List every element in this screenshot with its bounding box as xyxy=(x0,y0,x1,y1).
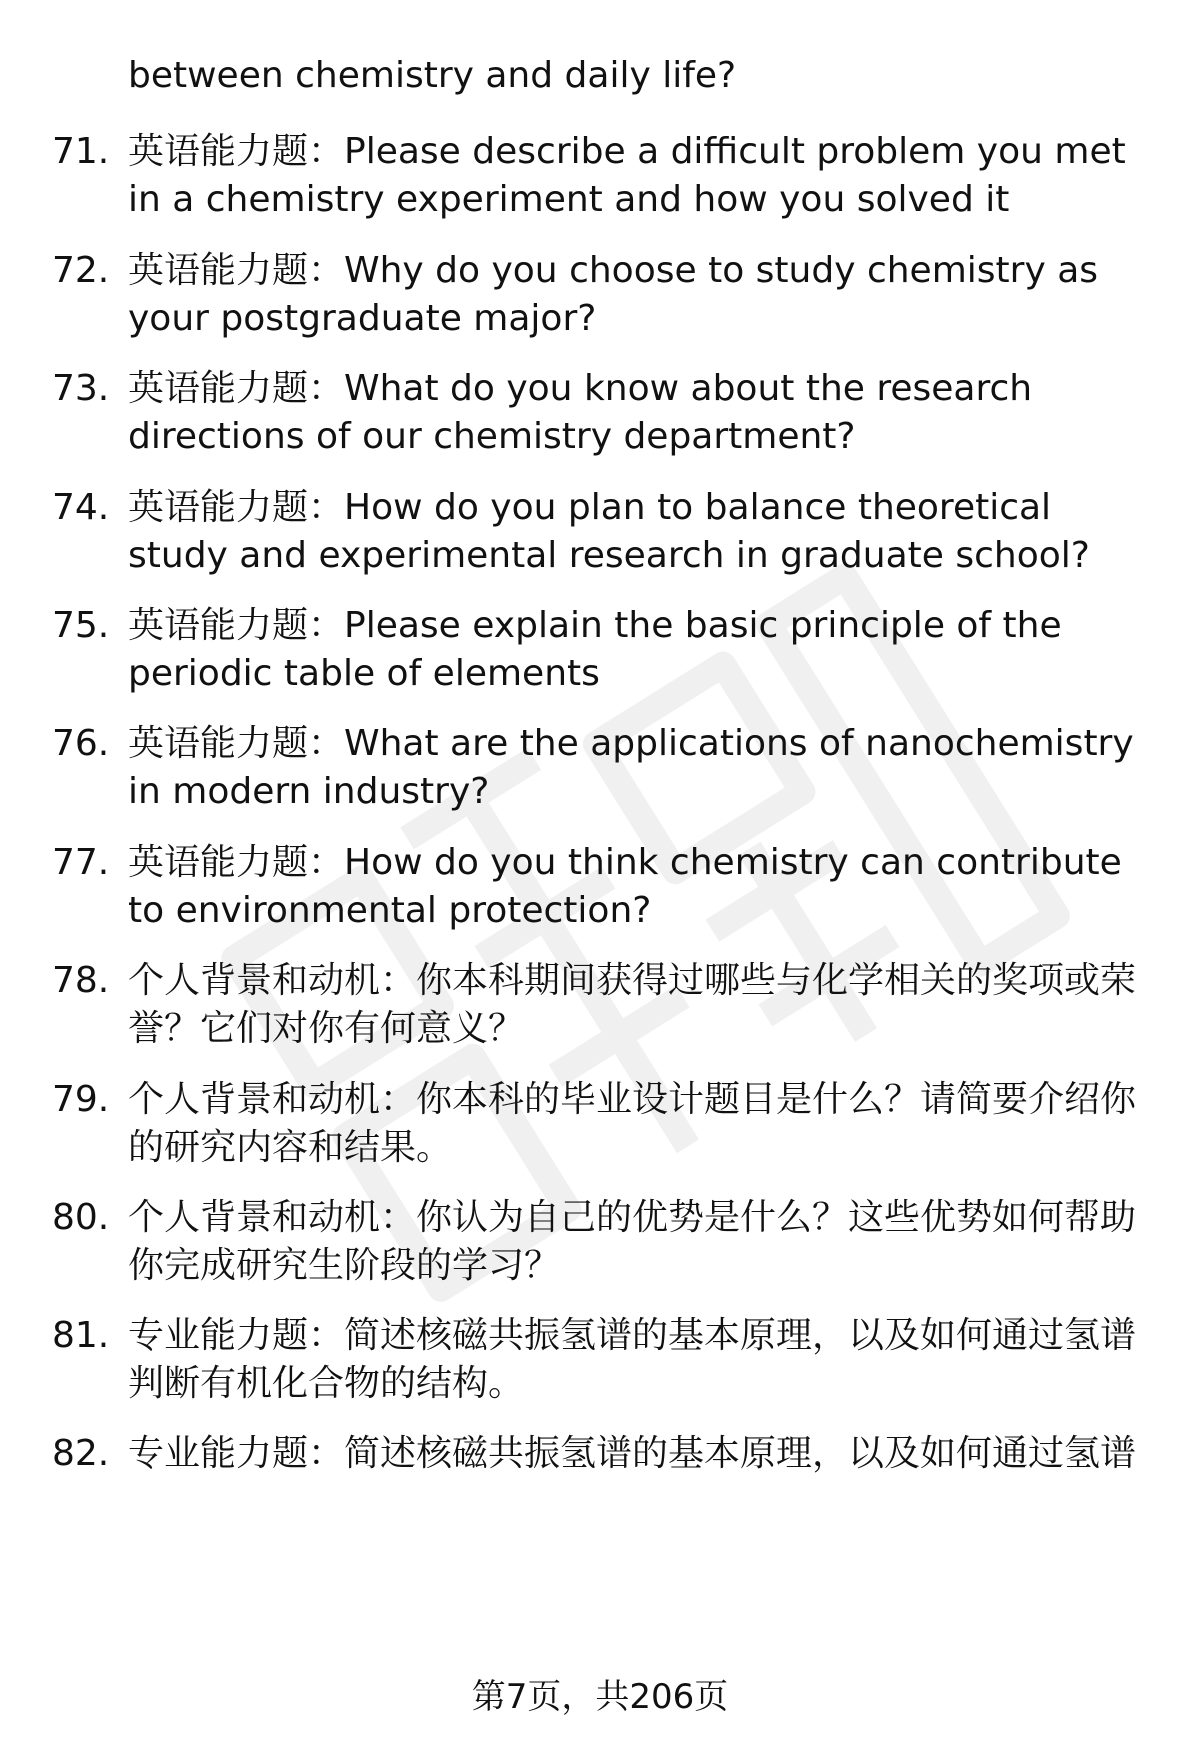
question-number: 72. xyxy=(52,250,110,291)
question-80 xyxy=(52,1194,1162,1290)
question-77 xyxy=(52,839,1162,935)
question-79 xyxy=(52,1076,1162,1172)
question-text: 专业能力题：简述核磁共振氢谱的基本原理，以及如何通过氢谱判断有机化合物的结构。 xyxy=(128,1315,1137,1404)
question-74 xyxy=(52,484,1162,580)
question-number: 75. xyxy=(52,605,110,646)
question-number: 80. xyxy=(52,1197,110,1238)
question-number: 76. xyxy=(52,723,110,764)
question-78 xyxy=(52,957,1162,1053)
question-text: 英语能力题：Please describe a difficult problem you met in a chemistry experiment and how you solved it xyxy=(128,131,1126,220)
question-number: 82. xyxy=(52,1433,110,1474)
question-number: 71. xyxy=(52,131,110,172)
question-72 xyxy=(52,247,1162,343)
question-73 xyxy=(52,365,1162,461)
question-text: 个人背景和动机：你认为自己的优势是什么？这些优势如何帮助你完成研究生阶段的学习？ xyxy=(128,1197,1137,1286)
question-text: 英语能力题：What are the applications of nanochemistry in modern industry? xyxy=(128,723,1134,812)
question-text: 英语能力题：Please explain the basic principle of the periodic table of elements xyxy=(128,605,1062,694)
question-number: 78. xyxy=(52,960,110,1001)
question-81 xyxy=(52,1312,1162,1408)
question-text: 英语能力题：What do you know about the research directions of our chemistry department? xyxy=(128,368,1033,457)
question-number: 77. xyxy=(52,842,110,883)
question-text: 专业能力题：简述核磁共振氢谱的基本原理，以及如何通过氢谱 xyxy=(128,1433,1137,1474)
question-text: 英语能力题：Why do you choose to study chemistry as your postgraduate major? xyxy=(128,250,1099,339)
page-footer: 第7页，共206页 xyxy=(471,1677,729,1717)
question-text: 个人背景和动机：你本科的毕业设计题目是什么？请简要介绍你的研究内容和结果。 xyxy=(128,1079,1137,1168)
question-text: 英语能力题：How do you plan to balance theoretical study and experimental research in graduate school? xyxy=(128,487,1090,576)
question-71 xyxy=(52,128,1162,224)
question-number: 79. xyxy=(52,1079,110,1120)
continued-text: between chemistry and daily life? xyxy=(128,55,737,96)
question-number: 74. xyxy=(52,487,110,528)
question-75 xyxy=(52,602,1162,698)
question-text: 个人背景和动机：你本科期间获得过哪些与化学相关的奖项或荣誉？它们对你有何意义？ xyxy=(128,960,1137,1049)
question-76 xyxy=(52,720,1162,816)
question-number: 81. xyxy=(52,1315,110,1356)
continued-question-text xyxy=(128,52,1168,100)
question-number: 73. xyxy=(52,368,110,409)
question-82 xyxy=(52,1430,1162,1478)
question-text: 英语能力题：How do you think chemistry can contribute to environmental protection? xyxy=(128,842,1122,931)
